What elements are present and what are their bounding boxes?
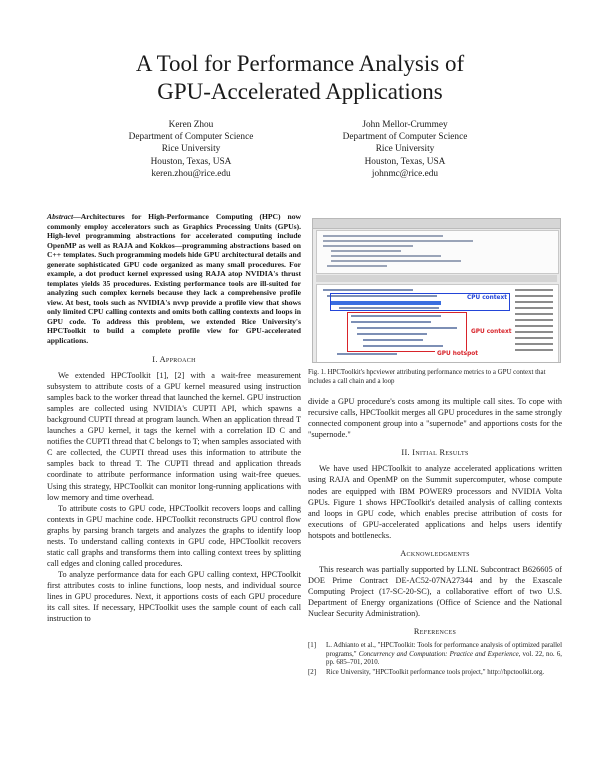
approach-paragraph-2: To attribute costs to GPU code, HPCToolkit recovers loops and calling contexts in GPU machine code. HPCToolkit reconstructs GPU control flow graphs by parsing branch targets and analyzes the graphs to identify loop nests. To understand calling contexts in GPU code, HPCToolkit recovers static call graphs and transforms them into calling context trees by splitting call edges and cloning called procedures. bbox=[47, 503, 301, 568]
figure-source-pane bbox=[316, 230, 559, 274]
paper-title bbox=[0, 50, 600, 106]
figure-calling-context-tree bbox=[316, 284, 559, 363]
abstract-text: —Architectures for High-Performance Computing (HPC) now commonly employ accelerators such as Graphics Processing Units (GPUs). High-level programming abstractions for accelerated computing include OpenMP as well as RAJA and Kokkos—programming abstractions based on C++ templates. Such programming models hide GPU architectural details and generate sophisticated GPU code organized as many small procedures. For example, a dot product kernel expressed using RAJA atop NVIDIA's thrust templates yields 35 procedures. Existing performance tools are ill-suited for analyzing such complex kernels because they lack a comprehensive profile view. At best, tools such as NVIDIA's nvvp provide a profile view that shows only limited CPU calling contexts and omits both calling contexts and loops in GPU code. To address this problem, we extended Rice University's HPCToolkit to build a complete profile view for GPU-accelerated applications. bbox=[47, 212, 301, 345]
author-university: Rice University bbox=[161, 144, 221, 155]
right-column bbox=[308, 369, 562, 678]
figure-metric-toolbar bbox=[316, 275, 557, 282]
cpu-context-label: CPU context bbox=[467, 295, 507, 301]
figure-toolbar bbox=[313, 219, 560, 229]
section-heading-results: II. Initial Results bbox=[401, 448, 469, 458]
section-heading-acknowledgments: Acknowledgments bbox=[400, 548, 470, 558]
title-line-2: GPU-Accelerated Applications bbox=[157, 79, 443, 104]
author-email: johnmc@rice.edu bbox=[371, 168, 439, 179]
title-line-1: A Tool for Performance Analysis of bbox=[135, 51, 465, 76]
abstract-label: Abstract bbox=[47, 212, 74, 221]
approach-continuation: divide a GPU procedure's costs among its multiple call sites. To cope with recursive calls, HPCToolkit merges all GPU procedures in the same strongly connected component group into a "supernode" and apportions costs for the "supernode." bbox=[308, 397, 562, 440]
figure-hpcviewer-screenshot bbox=[312, 218, 561, 363]
reference-number: [2] bbox=[308, 668, 317, 676]
author-location: Houston, Texas, USA bbox=[364, 156, 446, 167]
author-block-2 bbox=[305, 119, 505, 180]
section-heading-references: References bbox=[413, 627, 457, 637]
figure-caption: Fig. 1. HPCToolkit's hpcviewer attributing performance metrics to a GPU context that includes a call chain and a loop bbox=[308, 369, 546, 385]
author-name: Keren Zhou bbox=[168, 120, 214, 130]
abstract bbox=[47, 212, 301, 345]
approach-paragraph-1: We extended HPCToolkit [1], [2] with a wait-free measurement subsystem to attribute costs of a GPU kernel measured using instruction samples back to the worker thread that launched the kernel. GPU instruction samples are collected using NVIDIA's CUPTI API, which spawns a background CUPTI thread at program launch. When an application thread T launches a GPU kernel, it tags the kernel with a correlation ID C and notifies the CUPTI thread that C belongs to T; when samples associated with C are collected, the CUPTI thread uses this information to attribute the samples back to thread T. The CUPTI thread and application threads coordinate to attribute performance information using wait-free queues. Using this strategy, HPCToolkit can monitor long-running applications with low memory and time overhead. bbox=[47, 371, 301, 502]
reference-item bbox=[308, 642, 562, 668]
reference-venue: Concurrency and Computation: Practice and Experience bbox=[358, 650, 519, 658]
acknowledgments-paragraph: This research was partially supported by LLNL Subcontract B626605 of DOE Prime Contract DE-AC52-07NA27344 and by the Exascale Computing Project (17-SC-20-SC), a collaborative effort of two U.S. Department of Energy organizations (Office of Science and the National Nuclear Security Administration). bbox=[308, 564, 562, 618]
author-block-1 bbox=[91, 119, 291, 180]
reference-text: Rice University, "HPCToolkit performance tools project," http://hpctoolkit.org. bbox=[326, 668, 545, 676]
reference-text-end: , vol. 22, no. 6, pp. 685–701, 2010. bbox=[326, 650, 562, 667]
author-email: keren.zhou@rice.edu bbox=[151, 168, 231, 179]
gpu-context-label: GPU context bbox=[471, 329, 512, 335]
author-university: Rice University bbox=[375, 144, 435, 155]
left-column bbox=[47, 212, 301, 624]
author-department: Department of Computer Science bbox=[342, 132, 468, 143]
gpu-context-box bbox=[347, 312, 467, 352]
reference-number: [1] bbox=[308, 642, 317, 650]
reference-list bbox=[308, 642, 562, 677]
author-location: Houston, Texas, USA bbox=[150, 156, 232, 167]
results-paragraph: We have used HPCToolkit to analyze accelerated applications written using RAJA and OpenMP on the Summit supercomputer, whose compute nodes are equipped with IBM POWER9 processors and NVIDIA Volta GPUs. Figure 1 shows HPCToolkit's detailed analysis of calling contexts and loops in GPU code, which enables precise attribution of costs for executions of GPU-accelerated applications and helps users identify hotspots and bottlenecks. bbox=[308, 464, 562, 540]
author-department: Department of Computer Science bbox=[128, 132, 254, 143]
reference-item bbox=[308, 669, 562, 678]
reference-text: L. Adhianto et al., "HPCToolkit: Tools for performance analysis of optimized parallel programs," bbox=[326, 642, 562, 658]
author-name: John Mellor-Crummey bbox=[362, 120, 448, 130]
gpu-hotspot-label: GPU hotspot bbox=[437, 351, 478, 357]
section-heading-approach: I. Approach bbox=[152, 355, 196, 364]
approach-paragraph-3: To analyze performance data for each GPU calling context, HPCToolkit first attributes costs to inline functions, loop nests, and individual source lines in GPU procedures. Next, it apportions costs of each GPU procedure its call sites. If necessary, HPCToolkit uses the sample count of each call instruction to bbox=[47, 569, 301, 624]
